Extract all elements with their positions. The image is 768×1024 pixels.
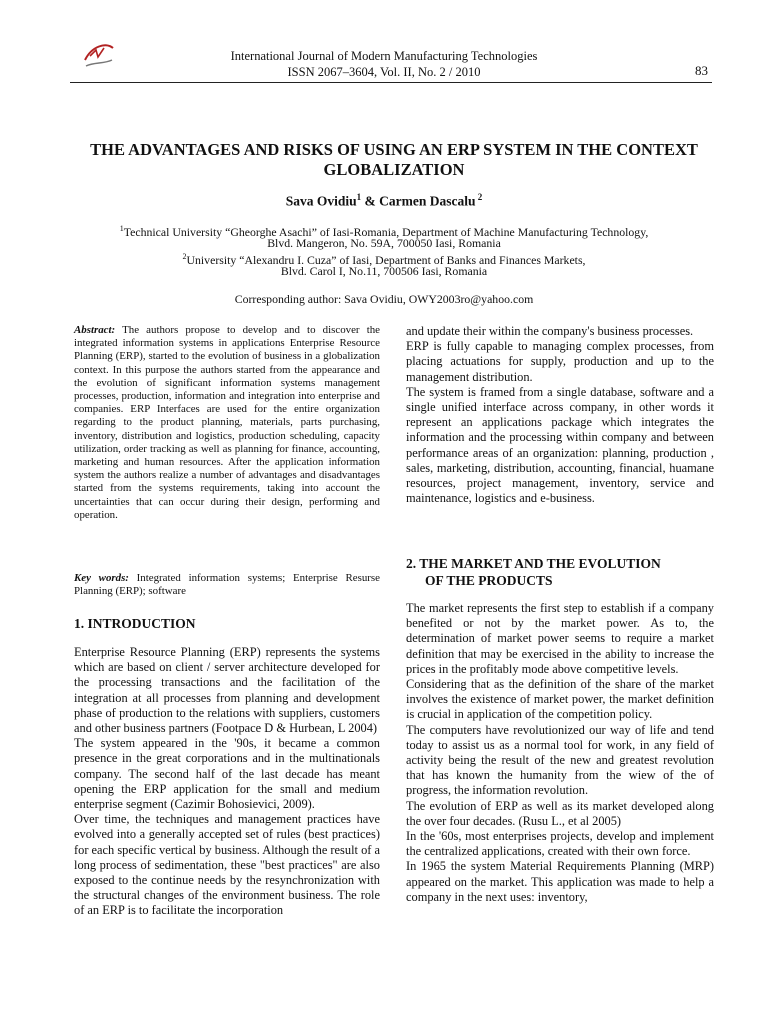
authors xyxy=(0,192,768,210)
section-1-body xyxy=(74,645,380,919)
author-1: Sava Ovidiu xyxy=(285,193,357,209)
affiliation-1-sup: 1 xyxy=(119,224,124,233)
corresponding-author: Corresponding author: Sava Ovidiu, OWY2003ro@yahoo.com xyxy=(234,292,534,306)
section-2-heading-line2: OF THE PRODUCTS xyxy=(425,573,553,588)
paragraph: ERP is fully capable to managing complex processes, from placing actuations for supply, production and up to the management distribution. xyxy=(406,339,714,384)
header-rule xyxy=(70,82,712,83)
journal-name: International Journal of Modern Manufacturing Technologies xyxy=(230,49,538,63)
affiliation-2-text: University “Alexandru I. Cuza” of Iasi, Department of Banks and Finances Markets, xyxy=(186,252,586,267)
affiliation-2-line2: Blvd. Carol I, No.11, 700506 Iasi, Romania xyxy=(280,264,488,278)
affiliation-1-line2: Blvd. Mangeron, No. 59A, 700050 Iasi, Romania xyxy=(267,236,501,250)
paragraph: In the '60s, most enterprises projects, develop and implement the centralized applications, created with their own force. xyxy=(406,829,714,859)
abstract-text: The authors propose to develop and to discover the integrated information systems in applications Enterprise Resource Planning (ERP), started to the evolution of business in a globalization context. In this purpose the authors started from the appearance and the evolution of significant information systems management processes, production, information and integration into enterprise and companies. ERP Interfaces are used for the entire organization regarding to the product planning, materials, parts purchasing, inventory, distribution and logistics, production scheduling, capacity utilization, order tracking as well as planning for finance, accounting, marketing and human resources. After the application information system the authors realize a number of advantages and disadvantages started from the systems requirements, taking into account the uncertainties that can occur during their design, performing and operation. xyxy=(74,324,380,521)
paragraph: The system appeared in the '90s, it became a common presence in the great corporations and in the multinationals company. The second half of the last decade has meant opening the ERP application for the small and medium enterprise segment (Cazimir Bohosievici, 2009). xyxy=(74,736,380,812)
abstract xyxy=(74,324,380,522)
section-2-heading-line1: 2. THE MARKET AND THE EVOLUTION xyxy=(406,556,661,571)
paragraph: The market represents the first step to establish if a company benefited or not by the market power. As to, the determination of market power seems to require a market definition that may be exercised in the ability to increase the prices in the profitably mode above competitive levels. xyxy=(406,601,714,676)
abstract-label: Abstract: xyxy=(74,324,116,336)
author-joiner: & xyxy=(361,193,380,209)
keywords-text: Integrated information systems; Enterprise Resurse Planning (ERP); software xyxy=(74,572,380,598)
author-1-sup: 1 xyxy=(356,192,362,202)
paragraph: In 1965 the system Material Requirements Planning (MRP) appeared on the market. This application was made to help a company in the next uses: inventory, xyxy=(406,859,714,904)
paragraph: Considering that as the definition of the share of the market involves the existence of market power, the market definition is crucial in application of the competition policy. xyxy=(406,677,714,722)
affiliation-2-sup: 2 xyxy=(182,252,187,261)
section-2-heading xyxy=(406,555,714,589)
affiliation-1-text: Technical University “Gheorghe Asachi” of Iasi-Romania, Department of Machine Manufacturing Technology, xyxy=(123,224,649,239)
paragraph: Over time, the techniques and management practices have evolved into a generally accepted set of rules (best practices) for each specific vertical by business. Although the result of a long process of sedimentation, these "best practices" are also exposed to the continue needs by the resynchronization with the structural changes of the environment business. The role of an ERP is to facilitate the incorporation xyxy=(74,812,380,918)
paragraph: and update their within the company's business processes. xyxy=(406,324,694,338)
paragraph: The computers have revolutionized our way of life and tend today to assist us as a normal tool for work, in any field of activity being the result of the new and greatest revolution that has known the humanity from the wiew of the of progress, the information revolution. xyxy=(406,722,714,798)
right-column-top xyxy=(406,324,714,506)
section-2-body xyxy=(406,601,714,905)
paragraph: The evolution of ERP as well as its market developed along the over four decades. (Rusu L., et al 2005) xyxy=(406,798,714,828)
keywords-label: Key words: xyxy=(74,572,129,584)
paragraph: The system is framed from a single database, software and a single unified interface across company, in other words it represent an applications package which integrates the information and the processing within company and between performance areas of an organization: planning, production , sales, marketing, distribution, accounting, financial, huamane resources, project management, inventory, service and maintenance, logistics and e-business. xyxy=(406,384,714,506)
author-2: Carmen Dascalu xyxy=(379,193,476,209)
section-1-heading: 1. INTRODUCTION xyxy=(74,616,196,631)
paragraph: Enterprise Resource Planning (ERP) represents the systems which are based on client / server architecture developed for the processing transactions and the facilitation of the integration at all processes from planning and development phase of production to the relations with suppliers, customers and other business partners (Footpace D & Hurbean, L 2004) xyxy=(74,645,380,736)
page-number: 83 xyxy=(695,63,708,78)
author-2-sup: 2 xyxy=(475,192,483,202)
journal-issn: ISSN 2067–3604, Vol. II, No. 2 / 2010 xyxy=(287,65,481,79)
keywords xyxy=(74,572,380,598)
paper-title: THE ADVANTAGES AND RISKS OF USING AN ERP SYSTEM IN THE CONTEXT GLOBALIZATION xyxy=(90,140,698,179)
